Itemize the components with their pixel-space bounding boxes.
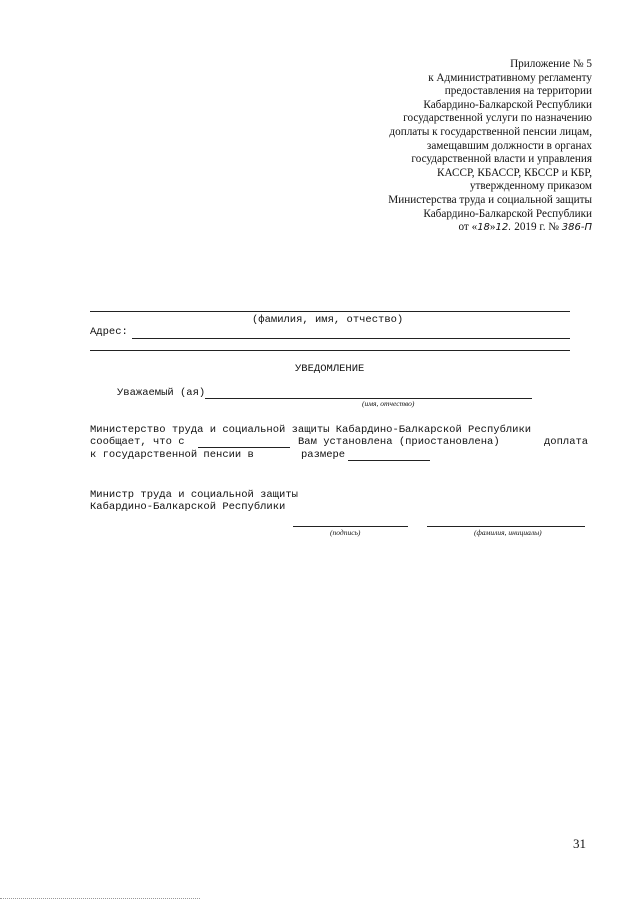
- address-label: Адрес:: [90, 326, 128, 338]
- page-number: 31: [573, 836, 586, 851]
- body-line-3a: к государственной пенсии в: [90, 449, 254, 461]
- fio-underline: [90, 311, 570, 312]
- header-line: Кабардино-Балкарской Республики: [423, 98, 592, 111]
- header-line: КАССР, КБАССР, КБССР и КБР,: [437, 166, 592, 179]
- signature-caption: (подпись): [330, 528, 361, 537]
- handwritten-month: 12.: [495, 222, 512, 234]
- greeting-label: Уважаемый (ая): [117, 387, 206, 399]
- body-line-1: Министерство труда и социальной защиты Кабардино-Балкарской Республики: [90, 424, 532, 436]
- header-line: предоставления на территории: [444, 85, 592, 98]
- appendix-title: Приложение № 5: [510, 58, 592, 70]
- header-line: Министерства труда и социальной защиты: [388, 193, 592, 206]
- scan-artifact: [0, 898, 200, 899]
- handwritten-day: 18: [477, 222, 490, 234]
- header-line: к Административному регламенту: [428, 71, 592, 84]
- name-caption: (имя, отчество): [362, 399, 415, 408]
- header-line: государственной услуги по назначению: [403, 112, 592, 125]
- signer-title-2: Кабардино-Балкарской Республики: [90, 501, 286, 513]
- notice-title: УВЕДОМЛЕНИЕ: [295, 363, 365, 375]
- initials-caption: (фамилия, инициалы): [474, 528, 542, 537]
- address-underline-2: [90, 350, 570, 351]
- header-line: утвержденному приказом: [469, 180, 592, 193]
- appendix-header: [292, 58, 592, 235]
- header-line: доплаты к государственной пенсии лицам,: [389, 125, 592, 138]
- header-line: государственной власти и управления: [411, 153, 592, 166]
- order-date-line: от «18»12. 2019 г. № 386-П: [458, 221, 592, 234]
- handwritten-order-number: 386-П: [561, 222, 592, 234]
- body-line-3b: размере: [301, 449, 346, 461]
- body-line-2a: сообщает, что с: [90, 436, 185, 448]
- signer-title-1: Министр труда и социальной защиты: [90, 489, 298, 501]
- address-underline: [132, 338, 570, 339]
- date-underline: [198, 447, 290, 448]
- initials-underline: [427, 526, 585, 527]
- fio-caption: (фамилия, имя, отчество): [252, 314, 404, 326]
- body-line-2b: Вам установлена (приостановлена): [298, 436, 500, 448]
- amount-underline: [348, 460, 430, 461]
- body-line-2c: доплата: [544, 436, 589, 448]
- header-line: Кабардино-Балкарской Республики: [423, 207, 592, 220]
- header-line: замещавшим должности в органах: [426, 139, 592, 152]
- signature-underline: [293, 526, 408, 527]
